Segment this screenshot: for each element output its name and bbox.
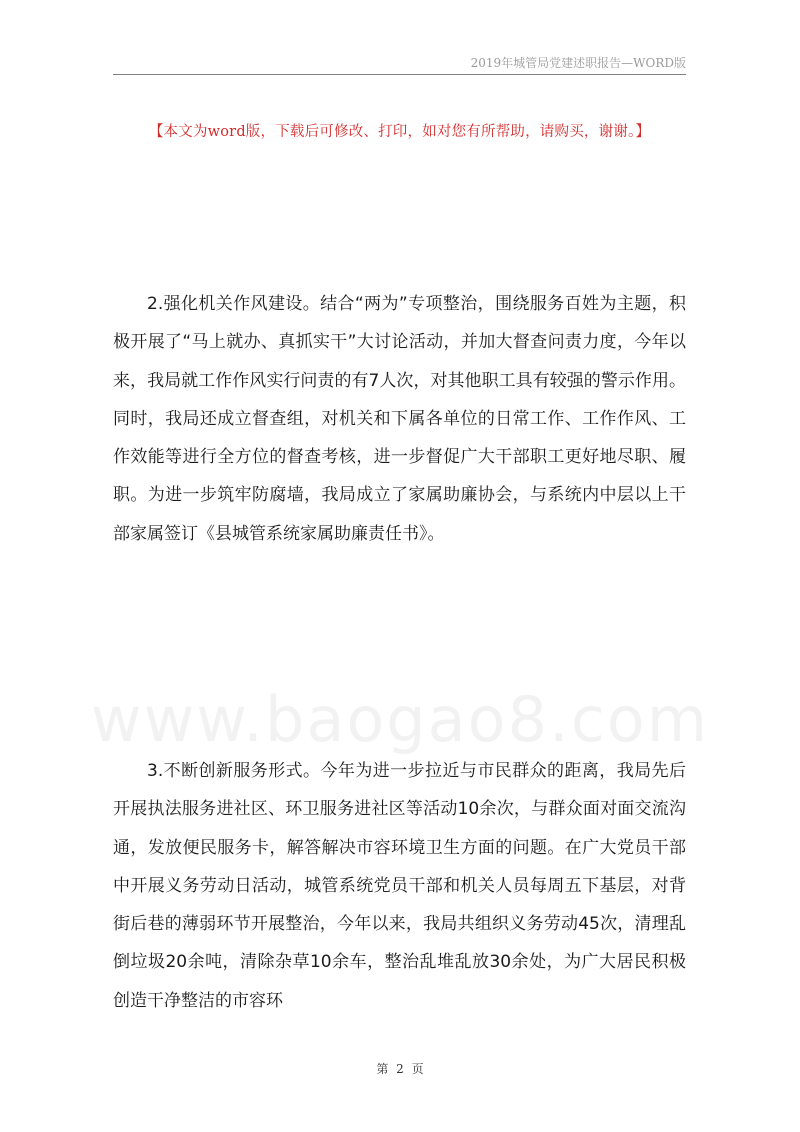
page-footer (0, 1060, 800, 1077)
purchase-notice: 【本文为word版，下载后可修改、打印，如对您有所帮助，请购买，谢谢。】 (148, 124, 651, 140)
page-header (113, 52, 686, 75)
header-title: 2019年城管局党建述职报告—WORD版 (470, 56, 686, 70)
watermark: www.baogao8.com (90, 683, 710, 756)
paragraph-service-innovation: 3.不断创新服务形式。今年为进一步拉近与市民群众的距离，我局先后开展执法服务进社区、环卫服务进社区等活动10余次，与群众面对面交流沟通，发放便民服务卡，解答解决市容环境卫生方面的问题。在广大党员干部中开展义务劳动日活动，城管系统党员干部和机关人员每周五下基层，对背街后巷的薄弱环节开展整治，今年以来，我局共组织义务劳动45次，清理乱倒垃圾20余吨，清除杂草10余车，整治乱堆乱放30余处，为广大居民积极创造干净整洁的市容环 (113, 761, 686, 1011)
footer-suffix: 页 (411, 1062, 424, 1076)
footer-page-number: 2 (396, 1062, 404, 1076)
paragraph-work-style: 2.强化机关作风建设。结合“两为”专项整治，围绕服务百姓为主题，积极开展了“马上就办、真抓实干”大讨论活动，并加大督查问责力度，今年以来，我局就工作作风实行问责的有7人次，对其他职工具有较强的警示作用。同时，我局还成立督查组，对机关和下属各单位的日常工作、工作作风、工作效能等进行全方位的督查考核，进一步督促广大干部职工更好地尽职、履职。为进一步筑牢防腐墙，我局成立了家属助廉协会，与系统内中层以上干部家属签订《县城管系统家属助廉责任书》。 (113, 294, 686, 544)
footer-prefix: 第 (376, 1062, 389, 1076)
